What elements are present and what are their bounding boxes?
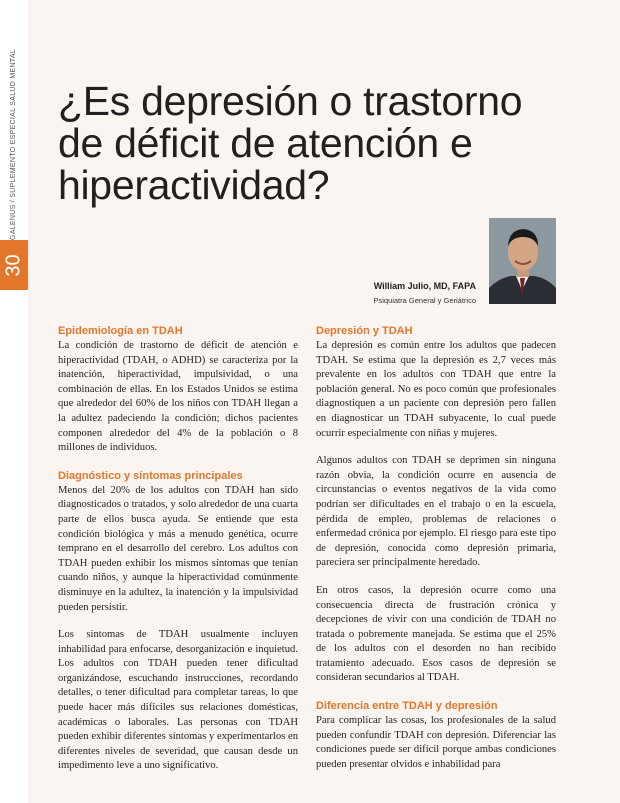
page-number [0, 240, 28, 290]
sidebar [0, 0, 28, 803]
paragraph: La condición de trastorno de déficit de atención e hiperactividad (TDAH, o ADHD) se caracteriza por la inatención, hiperactividad, impulsividad, o una combinación de ellas. En los Estados Unidos se estima que alrededor del 60% de los niños con TDAH llegan a la adultez padeciendo la condición; dichos pacientes componen alrededor del 4% de la población o 8 millones de individuos. [58, 340, 298, 454]
paragraph: Algunos adultos con TDAH se deprimen sin ninguna razón obvia, la condición ocurre en ausencia de circunstancias o eventos negativos de la vida como podrían ser dificultades en el trabajo o en la escuela, pérdida de empleo, problemas de relaciones o enfermedad crónica por ejemplo. El riesgo para este tipo de depresión, conocida como depresión primaria, pareciera ser principalmente heredado. [316, 455, 556, 569]
paragraph: En otros casos, la depresión ocurre como una consecuencia directa de frustración crónica y decepciones de vivir con una condición de TDAH no tratada o pobremente manejada. Se estima que el 25% de los adultos con el desorden no han recibido tratamiento adecuado. Esos casos de depresión se consideran secundarios al TDAH. [316, 584, 556, 684]
section-heading-diferencia: Diferencia entre TDAH y depresión [316, 700, 498, 713]
section-heading-diagnostico: Diagnóstico y síntomas principales [58, 469, 243, 482]
author-name: William Julio, MD, FAPA [373, 281, 476, 291]
paragraph: Los síntomas de TDAH usualmente incluyen inhabilidad para enfocarse, desorganización e inquietud. Los adultos con TDAH pueden tener dificultad organizándose, escuchando instrucciones, recordando detalles, o tener dificultad para completar tareas, lo que puede hacer más difíciles sus relaciones domésticas, académicas o laborales. Las personas con TDAH pueden exhibir diferentes síntomas y experimentarlos en diferentes niveles de severidad, que causan desde un impedimento leve a uno significativo. [58, 629, 298, 772]
paragraph: La depresión es común entre los adultos que padecen TDAH. Se estima que la depresión es 2,7 veces más prevalente en los adultos con TDAH que entre la población general. No es poco común que profesionales diagnostiquen a un paciente con depresión pero fallen en diagnosticar un TDAH subyacente, lo cual puede ocurrir especialmente con niñas y mujeres. [316, 340, 556, 439]
section-heading-epidemiologia: Epidemiología en TDAH [58, 325, 183, 337]
left-column [58, 324, 298, 787]
author-portrait-image [489, 218, 556, 304]
right-column [316, 324, 556, 785]
publication-label: GALENUS / SUPLEMENTO ESPECIAL SALUD MENTAL [10, 48, 17, 240]
paragraph: Menos del 20% de los adultos con TDAH han sido diagnosticados o tratados, y solo alrededor de una cuarta parte de ellos busca ayuda. Se entiende que esta condición biológica y más a menudo genética, ocurre temprano en el desarrollo del cerebro. Los adultos con TDAH pueden exhibir los mismos síntomas que tenían cuando niños, y aunque la hiperactividad comúnmente disminuye en la adultez, la inatención y la impulsividad pueden persistir. [58, 484, 298, 613]
page-number-text: 30 [2, 253, 25, 277]
author-role: Psiquiatra General y Geriátrico [373, 296, 476, 305]
article-title: ¿Es depresión o trastorno de déficit de atención e hiperactividad? [58, 78, 523, 208]
author-photo [489, 218, 556, 304]
paragraph: Para complicar las cosas, los profesionales de la salud pueden confundir TDAH con depresión. Diferenciar las condiciones puede ser difícil porque ambas condiciones pueden presentar olvidos e inhabilidad para [316, 715, 556, 770]
section-heading-depresion-tdah: Depresión y TDAH [316, 325, 413, 337]
